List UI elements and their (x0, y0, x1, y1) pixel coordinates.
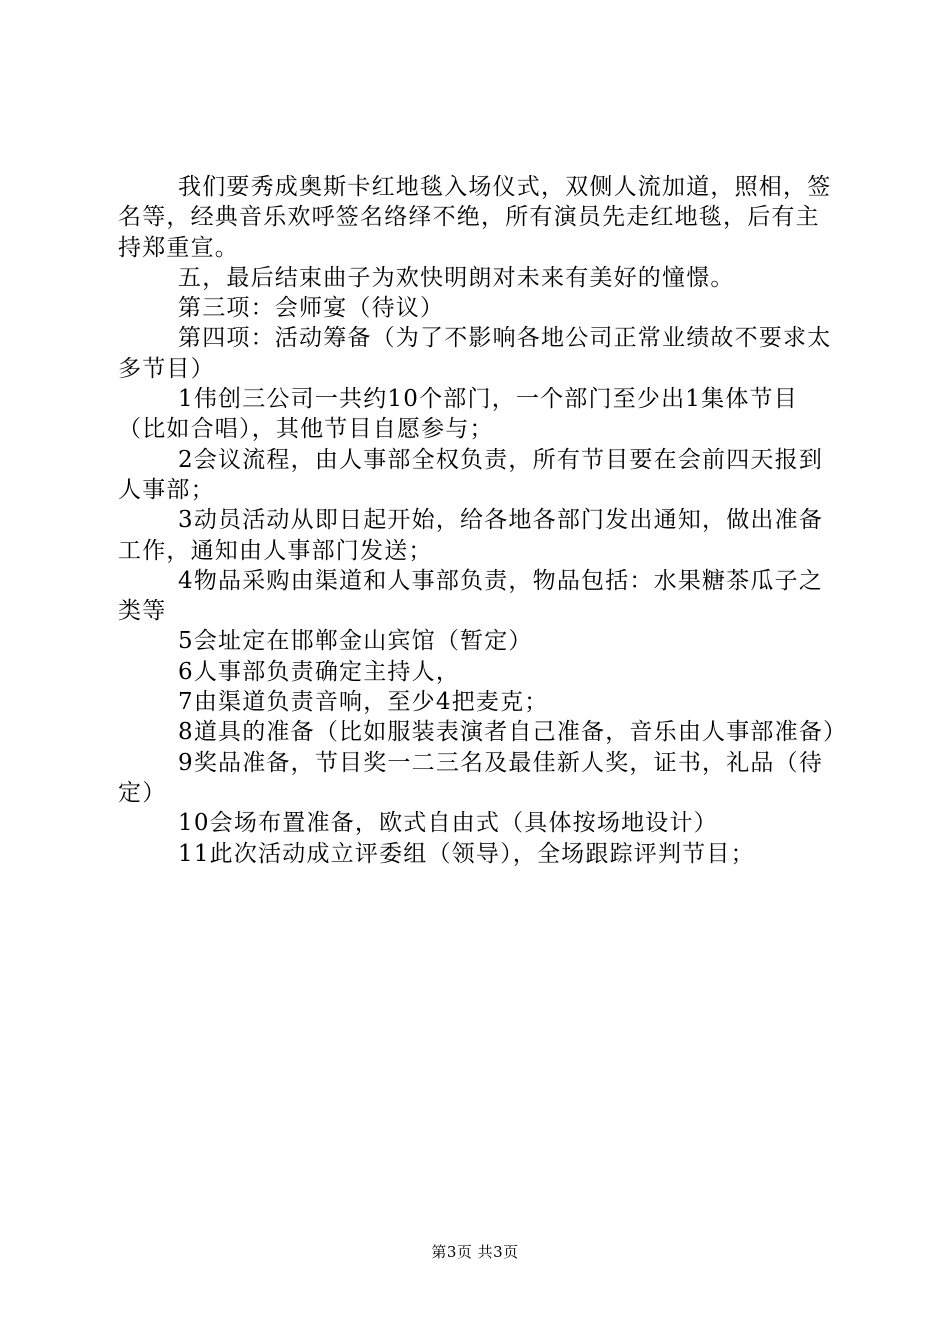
paragraph: 1伟创三公司一共约10个部门，一个部门至少出1集体节目（比如合唱），其他节目自愿参与； (118, 386, 798, 443)
paragraph: 第三项：会师宴（待议） (178, 295, 445, 322)
paragraph: 我们要秀成奥斯卡红地毯入场仪式，双侧人流加道，照相，签名等，经典音乐欢呼签名络绎不绝，所有演员先走红地毯，后有主持郑重宣。 (118, 174, 832, 261)
paragraph: 5会址定在邯郸金山宾馆（暂定） (178, 628, 533, 655)
paragraph: 10会场布置准备，欧式自由式（具体按场地设计） (178, 810, 718, 837)
paragraph: 第四项：活动筹备（为了不影响各地公司正常业绩故不要求太多节目） (118, 325, 832, 382)
paragraph: 11此次活动成立评委组（领导），全场跟踪评判节目； (178, 840, 755, 867)
paragraph: 6人事部负责确定主持人， (178, 658, 461, 685)
paragraph: 3动员活动从即日起开始，给各地各部门发出通知，做出准备工作，通知由人事部门发送； (118, 507, 824, 564)
paragraph: 五，最后结束曲子为欢快明朗对未来有美好的憧憬。 (178, 264, 735, 291)
page-footer (0, 1242, 950, 1262)
paragraph: 8道具的准备（比如服装表演者自己准备，音乐由人事部准备） (178, 719, 848, 746)
paragraph: 7由渠道负责音响，至少4把麦克； (178, 689, 549, 716)
paragraph: 2会议流程，由人事部全权负责，所有节目要在会前四天报到人事部； (118, 446, 824, 503)
document-body (118, 172, 848, 869)
paragraph: 4物品采购由渠道和人事部负责，物品包括：水果糖茶瓜子之类等 (118, 567, 824, 625)
page-number-label: 第3页 共3页 (431, 1243, 519, 1261)
paragraph: 9奖品准备，节目奖一二三名及最佳新人奖，证书，礼品（待定） (118, 749, 824, 806)
